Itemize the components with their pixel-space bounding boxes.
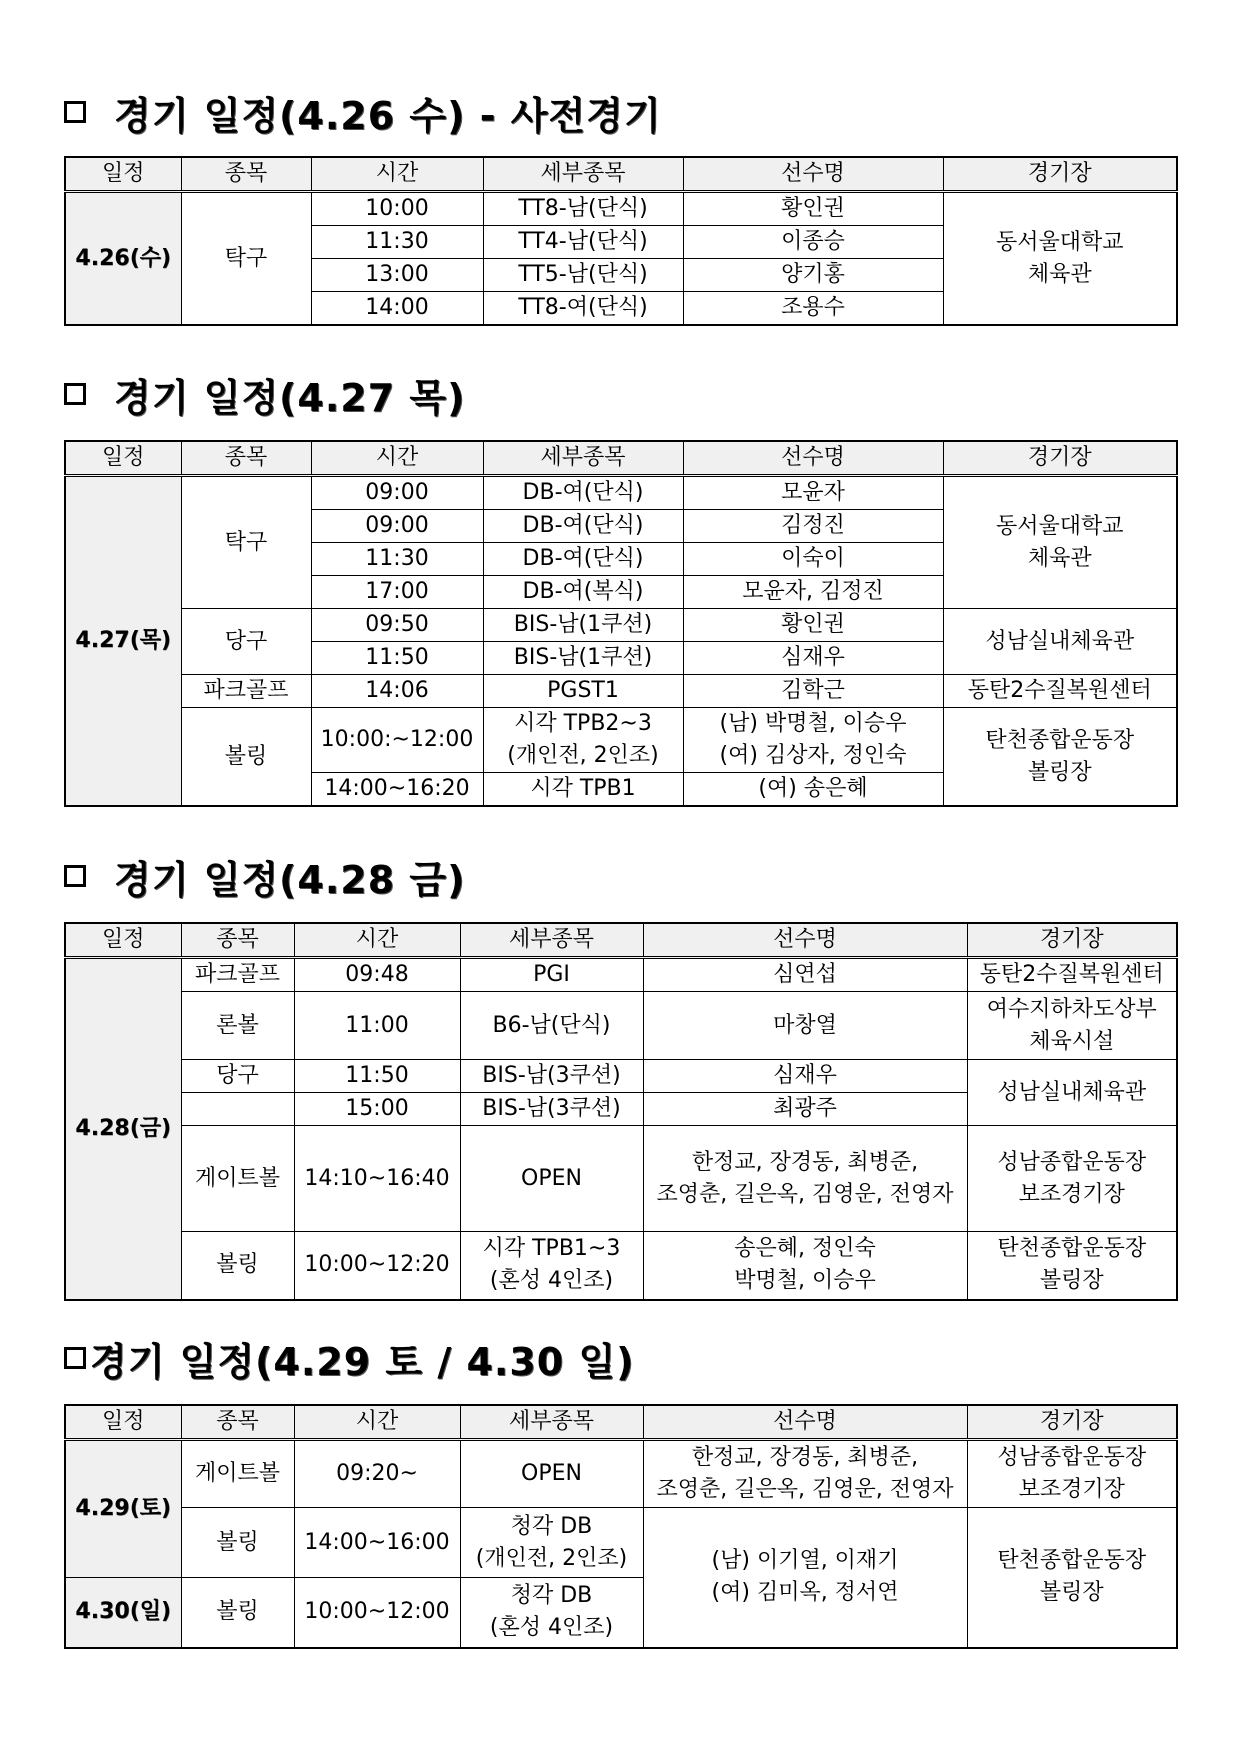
event-cell: BIS-남(1쿠션)	[483, 609, 683, 642]
sport-cell: 게이트볼	[181, 1440, 294, 1508]
sport-cell: 파크골프	[181, 958, 294, 992]
venue-line: 탄천종합운동장	[997, 1548, 1147, 1574]
player-cell	[643, 1232, 967, 1300]
header-date: 일정	[65, 923, 181, 958]
player-cell: 김학근	[683, 675, 943, 708]
header-sport: 종목	[181, 923, 294, 958]
venue-line: 볼링장	[1027, 759, 1092, 785]
player-line: 박명철, 이승우	[734, 1268, 876, 1294]
player-line: (남) 박명철, 이승우	[719, 711, 907, 736]
header-venue: 경기장	[967, 923, 1177, 958]
player-cell	[643, 1508, 967, 1648]
section-4-27	[64, 370, 1176, 807]
player-line: (여) 김상자, 정인숙	[719, 743, 907, 768]
sport-cell-empty	[181, 1093, 294, 1126]
sport-cell: 론볼	[181, 992, 294, 1060]
table-row	[65, 1126, 1177, 1232]
header-event: 세부종목	[460, 923, 643, 958]
checkbox-square-icon	[64, 865, 86, 887]
header-date: 일정	[65, 441, 181, 476]
player-cell: 양기홍	[683, 259, 943, 292]
table-row	[65, 1232, 1177, 1300]
venue-cell	[967, 1440, 1177, 1508]
venue-cell	[967, 1232, 1177, 1300]
header-player: 선수명	[683, 441, 943, 476]
time-cell: 13:00	[311, 259, 483, 292]
time-cell: 11:50	[294, 1060, 460, 1093]
venue-cell	[943, 708, 1177, 807]
time-cell: 10:00:~12:00	[311, 708, 483, 773]
player-line: 조영춘, 길은옥, 김영운, 전영자	[656, 1181, 954, 1207]
header-date: 일정	[65, 157, 181, 192]
venue-cell	[943, 476, 1177, 609]
date-cell: 4.29(토)	[65, 1440, 181, 1578]
player-line: 송은혜, 정인숙	[734, 1236, 876, 1262]
venue-line: 성남종합운동장	[997, 1445, 1147, 1470]
event-cell: TT4-남(단식)	[483, 226, 683, 259]
event-line: (혼성 4인조)	[489, 1615, 614, 1641]
section-title: 경기 일정(4.27 목)	[114, 375, 466, 420]
event-cell: DB-여(단식)	[483, 543, 683, 576]
table-row	[65, 192, 1177, 226]
venue-cell: 동탄2수질복원센터	[967, 958, 1177, 992]
sport-cell: 당구	[181, 609, 311, 675]
time-cell: 14:00~16:20	[311, 773, 483, 807]
player-cell: 김정진	[683, 510, 943, 543]
venue-line: 볼링장	[1039, 1268, 1104, 1294]
section-heading	[64, 1334, 1176, 1382]
venue-cell: 동탄2수질복원센터	[943, 675, 1177, 708]
player-cell: 조용수	[683, 292, 943, 326]
venue-line: 체육관	[1027, 545, 1092, 571]
schedule-table	[64, 922, 1178, 1301]
player-line: 한정교, 장경동, 최병준,	[691, 1445, 919, 1470]
time-cell: 09:48	[294, 958, 460, 992]
header-sport: 종목	[181, 441, 311, 476]
venue-line: 여수지하차도상부	[986, 996, 1157, 1022]
event-cell: B6-남(단식)	[460, 992, 643, 1060]
header-player: 선수명	[643, 923, 967, 958]
sport-cell: 볼링	[181, 1508, 294, 1578]
venue-cell	[943, 192, 1177, 326]
section-4-28	[64, 852, 1176, 1301]
player-cell: 최광주	[643, 1093, 967, 1126]
time-cell: 09:20~	[294, 1440, 460, 1508]
time-cell: 10:00	[311, 192, 483, 226]
event-cell: DB-여(단식)	[483, 476, 683, 510]
header-time: 시간	[294, 923, 460, 958]
schedule-table	[64, 156, 1178, 326]
table-row	[65, 1508, 1177, 1578]
venue-cell: 성남실내체육관	[943, 609, 1177, 675]
venue-cell	[967, 992, 1177, 1060]
section-heading	[64, 88, 1176, 136]
table-row	[65, 958, 1177, 992]
time-cell: 14:10~16:40	[294, 1126, 460, 1232]
time-cell: 10:00~12:20	[294, 1232, 460, 1300]
header-time: 시간	[311, 441, 483, 476]
time-cell: 09:00	[311, 510, 483, 543]
event-line: 청각 DB	[510, 1583, 593, 1609]
section-title: 경기 일정(4.29 토 / 4.30 일)	[90, 1339, 635, 1384]
player-cell: (여) 송은혜	[683, 773, 943, 807]
sport-cell: 파크골프	[181, 675, 311, 708]
date-cell: 4.26(수)	[65, 192, 181, 326]
event-cell: TT8-남(단식)	[483, 192, 683, 226]
event-cell: PGI	[460, 958, 643, 992]
header-venue: 경기장	[943, 441, 1177, 476]
date-cell: 4.27(목)	[65, 476, 181, 807]
time-cell: 11:30	[311, 226, 483, 259]
event-cell: DB-여(복식)	[483, 576, 683, 609]
sport-cell: 당구	[181, 1060, 294, 1093]
section-heading	[64, 852, 1176, 900]
sport-cell: 볼링	[181, 1232, 294, 1300]
schedule-table	[64, 440, 1178, 807]
player-cell: 황인권	[683, 192, 943, 226]
header-sport: 종목	[181, 1405, 294, 1440]
player-cell: 심재우	[683, 642, 943, 675]
sport-cell: 게이트볼	[181, 1126, 294, 1232]
time-cell: 09:00	[311, 476, 483, 510]
event-cell: TT5-남(단식)	[483, 259, 683, 292]
player-line: (여) 김미옥, 정서연	[711, 1580, 899, 1606]
event-line: 시각 TPB2~3	[514, 711, 652, 736]
player-line: 조영춘, 길은옥, 김영운, 전영자	[656, 1477, 954, 1502]
table-header-row	[65, 157, 1177, 192]
venue-line: 탄천종합운동장	[997, 1236, 1147, 1262]
header-player: 선수명	[683, 157, 943, 192]
player-line: 한정교, 장경동, 최병준,	[691, 1149, 919, 1175]
event-cell	[460, 1578, 643, 1648]
event-cell: DB-여(단식)	[483, 510, 683, 543]
venue-line: 볼링장	[1039, 1580, 1104, 1606]
checkbox-square-icon	[64, 383, 86, 405]
player-cell	[683, 708, 943, 773]
sport-cell: 탁구	[181, 476, 311, 609]
time-cell: 10:00~12:00	[294, 1578, 460, 1648]
event-cell: PGST1	[483, 675, 683, 708]
checkbox-square-icon	[64, 101, 86, 123]
header-time: 시간	[294, 1405, 460, 1440]
header-venue: 경기장	[967, 1405, 1177, 1440]
table-row	[65, 992, 1177, 1060]
venue-cell	[967, 1126, 1177, 1232]
header-event: 세부종목	[460, 1405, 643, 1440]
header-event: 세부종목	[483, 157, 683, 192]
section-4-26	[64, 88, 1176, 326]
player-cell: 심재우	[643, 1060, 967, 1093]
time-cell: 17:00	[311, 576, 483, 609]
header-date: 일정	[65, 1405, 181, 1440]
section-title: 경기 일정(4.28 금)	[114, 857, 466, 902]
schedule-table	[64, 1404, 1178, 1649]
table-header-row	[65, 923, 1177, 958]
header-event: 세부종목	[483, 441, 683, 476]
header-sport: 종목	[181, 157, 311, 192]
time-cell: 11:30	[311, 543, 483, 576]
player-cell: 모윤자	[683, 476, 943, 510]
venue-line: 체육시설	[1029, 1028, 1115, 1054]
event-cell: TT8-여(단식)	[483, 292, 683, 326]
player-cell	[643, 1440, 967, 1508]
event-line: (개인전, 2인조)	[475, 1545, 628, 1571]
event-line: 청각 DB	[510, 1513, 593, 1539]
table-row	[65, 1440, 1177, 1508]
event-cell: 시각 TPB1	[483, 773, 683, 807]
event-cell	[483, 708, 683, 773]
venue-line: 동서울대학교	[995, 513, 1124, 539]
header-time: 시간	[311, 157, 483, 192]
date-cell: 4.30(일)	[65, 1578, 181, 1648]
time-cell: 11:00	[294, 992, 460, 1060]
section-title: 경기 일정(4.26 수) - 사전경기	[114, 93, 662, 138]
header-player: 선수명	[643, 1405, 967, 1440]
sport-cell: 볼링	[181, 708, 311, 807]
date-cell: 4.28(금)	[65, 958, 181, 1300]
table-row	[65, 476, 1177, 510]
event-cell: BIS-남(3쿠션)	[460, 1060, 643, 1093]
section-4-29-4-30	[64, 1334, 1176, 1649]
event-cell: OPEN	[460, 1440, 643, 1508]
venue-line: 탄천종합운동장	[985, 727, 1135, 753]
time-cell: 14:00~16:00	[294, 1508, 460, 1578]
event-cell: OPEN	[460, 1126, 643, 1232]
table-header-row	[65, 1405, 1177, 1440]
sport-cell: 볼링	[181, 1578, 294, 1648]
table-row	[65, 675, 1177, 708]
venue-line: 보조경기장	[1018, 1181, 1125, 1207]
player-cell: 이종승	[683, 226, 943, 259]
section-heading	[64, 370, 1176, 418]
event-cell: BIS-남(3쿠션)	[460, 1093, 643, 1126]
table-row	[65, 708, 1177, 773]
sport-cell: 탁구	[181, 192, 311, 326]
event-line: (혼성 4인조)	[489, 1268, 614, 1294]
time-cell: 09:50	[311, 609, 483, 642]
time-cell: 15:00	[294, 1093, 460, 1126]
table-row	[65, 609, 1177, 642]
event-line: (개인전, 2인조)	[507, 743, 659, 768]
player-line: (남) 이기열, 이재기	[711, 1548, 899, 1574]
player-cell: 모윤자, 김정진	[683, 576, 943, 609]
player-cell	[643, 1126, 967, 1232]
player-cell: 심연섭	[643, 958, 967, 992]
player-cell: 황인권	[683, 609, 943, 642]
event-cell	[460, 1508, 643, 1578]
event-cell	[460, 1232, 643, 1300]
venue-line: 동서울대학교	[995, 229, 1124, 255]
player-cell: 마창열	[643, 992, 967, 1060]
time-cell: 14:06	[311, 675, 483, 708]
player-cell: 이숙이	[683, 543, 943, 576]
table-header-row	[65, 441, 1177, 476]
table-row	[65, 1060, 1177, 1093]
venue-line: 보조경기장	[1018, 1477, 1125, 1502]
venue-line: 체육관	[1027, 261, 1092, 287]
event-cell: BIS-남(1쿠션)	[483, 642, 683, 675]
time-cell: 11:50	[311, 642, 483, 675]
time-cell: 14:00	[311, 292, 483, 326]
checkbox-square-icon	[64, 1347, 86, 1369]
header-venue: 경기장	[943, 157, 1177, 192]
venue-line: 성남종합운동장	[997, 1149, 1147, 1175]
venue-cell	[967, 1508, 1177, 1648]
event-line: 시각 TPB1~3	[482, 1236, 621, 1262]
venue-cell: 성남실내체육관	[967, 1060, 1177, 1126]
